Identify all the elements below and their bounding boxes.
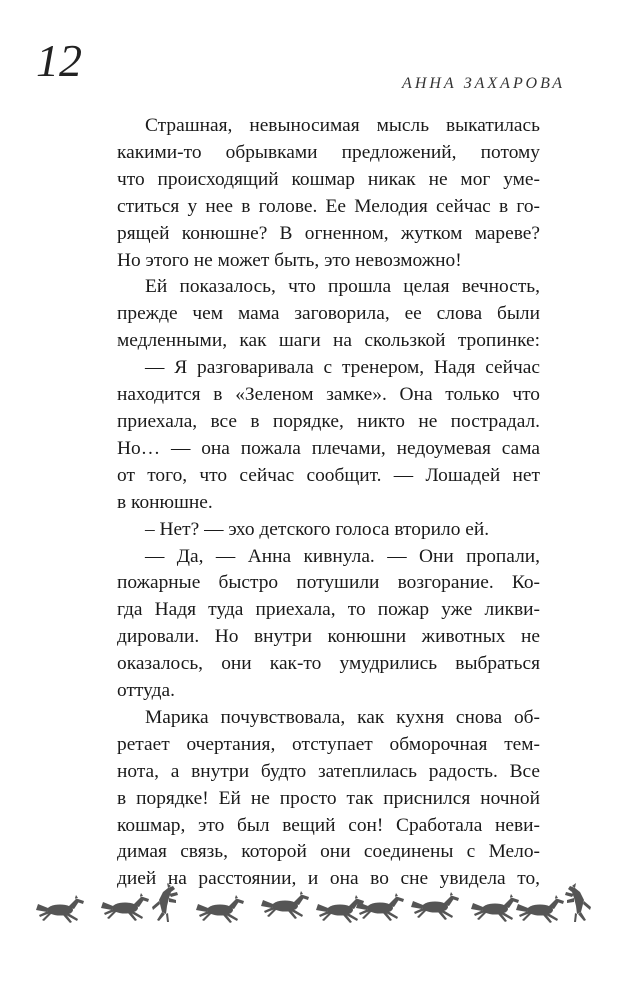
body-text (117, 113, 540, 893)
text-line: Страшная, невыносимая мысль выкатилась (145, 115, 540, 136)
text-line: находится в «Зеленом замке». Она только что (117, 384, 540, 406)
running-head-author: АННА ЗАХАРОВА (402, 75, 565, 92)
horse-icon (36, 895, 84, 923)
text-line: дировали. Но внутри конюшни животных не (117, 626, 540, 648)
text-line: какими-то обрывками предложений, потому (117, 141, 540, 163)
horse-icon (152, 883, 178, 922)
text-line: что происходящий кошмар никак не мог уме- (117, 168, 540, 190)
page-number: 12 (36, 35, 82, 86)
text-line: пожарные быстро потушили возгорание. Ко- (117, 572, 540, 594)
text-line: Ей показалось, что прошла целая вечность, (145, 276, 540, 298)
text-line: приехала, все в порядке, никто не пострадал. (117, 410, 540, 432)
text-line: димая связь, которой они соединены с Мело- (117, 841, 540, 863)
text-line: оттуда. (117, 680, 175, 702)
text-line: от того, что сейчас сообщит. — Лошадей нет (117, 464, 540, 486)
text-line: — Я разговаривала с тренером, Надя сейчас (145, 357, 540, 379)
horse-icon (516, 895, 564, 923)
text-line: оказалось, они как-то умудрились выбраться (117, 653, 540, 675)
text-line: Но… — она пожала плечами, недоумевая сама (117, 437, 540, 459)
horse-icon (565, 883, 591, 922)
horse-border (30, 880, 595, 930)
text-line: рящей конюшне? В огненном, жутком мареве? (117, 222, 540, 244)
text-line: Марика почувствовала, как кухня снова об- (145, 706, 540, 728)
text-line: ститься у нее в голове. Ее Мелодия сейчас в го- (117, 195, 540, 217)
text-line: ретает очертания, отступает обморочная тем- (117, 733, 540, 755)
text-line: — Да, — Анна кивнула. — Они пропали, (145, 545, 540, 567)
horse-icon (261, 891, 309, 919)
text-line: – Нет? — эхо детского голоса вторило ей. (145, 518, 490, 540)
text-line: прежде чем мама заговорила, ее слова были (117, 303, 540, 325)
horse-silhouettes-icon (30, 880, 595, 930)
text-line: нота, а внутри будто затеплилась радость. Все (117, 760, 540, 782)
text-line: дией на расстоянии, и она во сне увидела то, (117, 868, 540, 890)
horse-icon (411, 892, 459, 920)
text-line: в конюшне. (117, 491, 213, 513)
text-line: Но этого не может быть, это невозможно! (117, 249, 462, 271)
horse-icon (101, 893, 149, 921)
text-line: в порядке! Ей не просто так приснился ночной (117, 787, 540, 809)
text-line: кошмар, это был вещий сон! Сработала неви- (117, 814, 540, 836)
text-line: гда Надя туда приехала, то пожар уже ликви- (117, 599, 540, 621)
horse-icon (316, 895, 364, 923)
horse-icon (471, 894, 519, 922)
text-line: медленными, как шаги на скользкой тропинке: (117, 330, 540, 352)
horse-icon (356, 893, 404, 921)
horse-icon (196, 895, 244, 923)
